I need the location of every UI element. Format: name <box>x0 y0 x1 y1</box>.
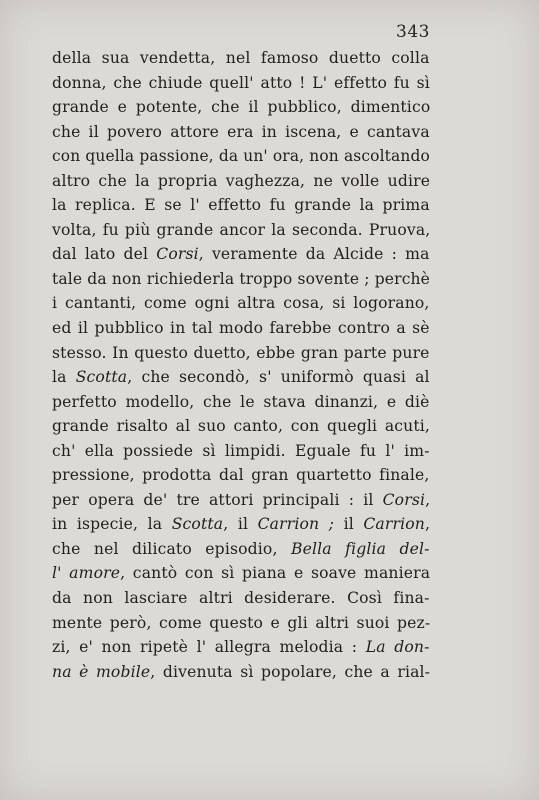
italic-text: na è mobile <box>52 662 151 681</box>
text-line <box>52 561 430 586</box>
text-line <box>52 414 430 439</box>
text-segment: volta, fu più grande ancor la seconda. Pruova, <box>52 220 431 239</box>
italic-text: Corsi <box>382 490 426 509</box>
text-line <box>52 611 430 636</box>
italic-text: Carrion ; <box>257 515 335 534</box>
text-segment: la replica. E se l' effetto fu grande la prima <box>52 196 430 215</box>
text-segment: con quella passione, da un' ora, non ascoltando <box>52 147 430 166</box>
text-line <box>52 488 430 513</box>
text-line <box>52 120 430 145</box>
text-line <box>52 46 430 71</box>
text-line <box>52 537 430 562</box>
text-line <box>52 512 430 537</box>
text-segment: da non lasciare altri desiderare. Così fina- <box>52 589 430 608</box>
page-number: 343 <box>396 22 430 42</box>
text-line <box>52 291 430 316</box>
italic-text: Scotta <box>171 515 224 534</box>
text-line <box>52 390 430 415</box>
text-line <box>52 71 430 96</box>
text-segment: che nel dilicato episodio, <box>52 539 291 558</box>
text-segment: zi, e' non ripetè l' allegra melodia : <box>52 638 366 657</box>
text-segment: stesso. In questo duetto, ebbe gran parte pure <box>52 343 430 362</box>
text-segment: ch' ella possiede sì limpidi. Eguale fu l' im- <box>52 441 430 460</box>
text-segment: grande risalto al suo canto, con quegli acuti, <box>52 417 431 436</box>
text-line <box>52 660 430 685</box>
text-line <box>52 365 430 390</box>
italic-text: Carrion <box>363 515 425 534</box>
text-segment: donna, che chiude quell' atto ! L' effetto fu sì <box>52 73 430 92</box>
text-segment: , veramente da Alcide : ma <box>198 245 430 264</box>
italic-text: Scotta <box>75 368 128 387</box>
text-segment: il <box>334 515 364 534</box>
text-segment: per opera de' tre attori principali : il <box>52 490 383 509</box>
text-segment: della sua vendetta, nel famoso duetto colla <box>52 49 430 67</box>
body-text <box>52 46 430 684</box>
text-line <box>52 439 430 464</box>
text-segment: perfetto modello, che le stava dinanzi, e diè <box>52 392 430 411</box>
text-segment: , che secondò, s' uniformò quasi al <box>127 368 430 387</box>
text-segment: pressione, prodotta dal gran quartetto finale, <box>52 466 430 485</box>
italic-text: La don- <box>365 638 430 657</box>
text-line <box>52 635 430 660</box>
text-segment: , <box>425 490 431 509</box>
text-segment: i cantanti, come ogni altra cosa, si logorano, <box>52 294 430 313</box>
italic-text: Corsi <box>156 245 199 264</box>
text-segment: la <box>52 368 76 387</box>
text-segment: che il povero attore era in iscena, e cantava <box>52 122 430 141</box>
text-segment: , il <box>223 515 258 534</box>
text-segment: dal lato del <box>52 245 157 264</box>
text-segment: altro che la propria vaghezza, ne volle udire <box>52 171 431 190</box>
text-line <box>52 95 430 120</box>
text-line <box>52 341 430 366</box>
text-segment: mente però, come questo e gli altri suoi pez- <box>52 613 431 632</box>
text-segment: ed il pubblico in tal modo farebbe contro a sè <box>52 319 430 338</box>
text-line <box>52 193 430 218</box>
text-line <box>52 144 430 169</box>
text-line <box>52 586 430 611</box>
text-segment: in ispecie, la <box>52 515 172 534</box>
text-line <box>52 218 430 243</box>
text-line <box>52 267 430 292</box>
text-line <box>52 242 430 267</box>
italic-text: l' amore <box>52 564 121 583</box>
text-segment: , cantò con sì piana e soave maniera <box>120 564 431 583</box>
text-segment: , divenuta sì popolare, che a rial- <box>150 662 431 681</box>
text-line <box>52 169 430 194</box>
text-segment: tale da non richiederla troppo sovente ; perchè <box>52 269 431 288</box>
italic-text: Bella figlia del- <box>291 539 430 558</box>
text-line <box>52 463 430 488</box>
text-line <box>52 316 430 341</box>
text-segment: , <box>424 515 431 534</box>
text-segment: grande e potente, che il pubblico, dimentico <box>52 98 431 117</box>
